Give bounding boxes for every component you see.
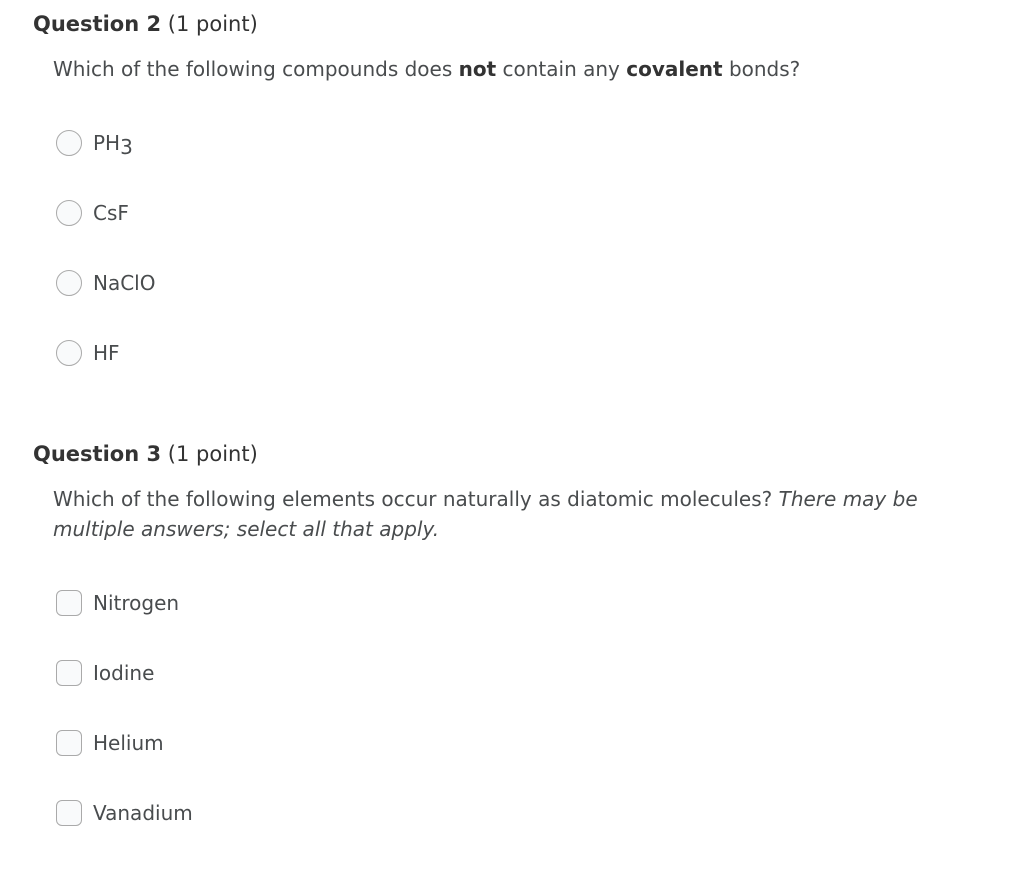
question-2-title: Question 2 xyxy=(33,12,162,36)
option-label: Helium xyxy=(93,731,164,755)
radio-button[interactable] xyxy=(56,270,82,296)
radio-button[interactable] xyxy=(56,200,82,226)
question-2-prompt-text: Which of the following compounds does xyxy=(53,57,459,81)
question-3-options xyxy=(56,586,656,866)
option-naclo[interactable] xyxy=(56,266,656,336)
question-2-prompt-bold-not: not xyxy=(458,57,497,81)
question-2-prompt-bold-covalent: covalent xyxy=(626,57,723,81)
option-ph3[interactable] xyxy=(56,126,656,196)
question-2 xyxy=(33,8,983,365)
option-label-main: PH xyxy=(93,131,121,155)
option-iodine[interactable] xyxy=(56,656,656,726)
question-2-prompt-text-middle: contain any xyxy=(496,57,627,81)
question-2-points: (1 point) xyxy=(167,12,258,36)
question-3-prompt-instruction: There may be multiple answers; select all that apply. xyxy=(53,487,918,541)
option-hf[interactable] xyxy=(56,336,656,406)
checkbox[interactable] xyxy=(56,590,82,616)
question-3-points: (1 point) xyxy=(167,442,258,466)
question-2-options xyxy=(56,126,656,406)
option-label: NaClO xyxy=(93,271,156,295)
option-helium[interactable] xyxy=(56,726,656,796)
question-3-prompt-text: Which of the following elements occur naturally as diatomic molecules? xyxy=(53,487,779,511)
checkbox[interactable] xyxy=(56,660,82,686)
question-2-header xyxy=(33,8,983,40)
option-label: Iodine xyxy=(93,661,155,685)
option-label: HF xyxy=(93,341,120,365)
question-2-prompt xyxy=(53,54,933,84)
radio-button[interactable] xyxy=(56,130,82,156)
question-3-prompt xyxy=(53,484,933,544)
option-nitrogen[interactable] xyxy=(56,586,656,656)
option-label: Vanadium xyxy=(93,801,193,825)
question-3-header xyxy=(33,438,983,470)
option-vanadium[interactable] xyxy=(56,796,656,866)
checkbox[interactable] xyxy=(56,800,82,826)
question-2-prompt-text-end: bonds? xyxy=(722,57,801,81)
option-csf[interactable] xyxy=(56,196,656,266)
option-label: CsF xyxy=(93,201,129,225)
checkbox[interactable] xyxy=(56,730,82,756)
radio-button[interactable] xyxy=(56,340,82,366)
option-label-subscript: 3 xyxy=(120,135,133,159)
option-label xyxy=(93,126,133,160)
question-3-title: Question 3 xyxy=(33,442,162,466)
question-3 xyxy=(33,438,983,825)
option-label: Nitrogen xyxy=(93,591,180,615)
